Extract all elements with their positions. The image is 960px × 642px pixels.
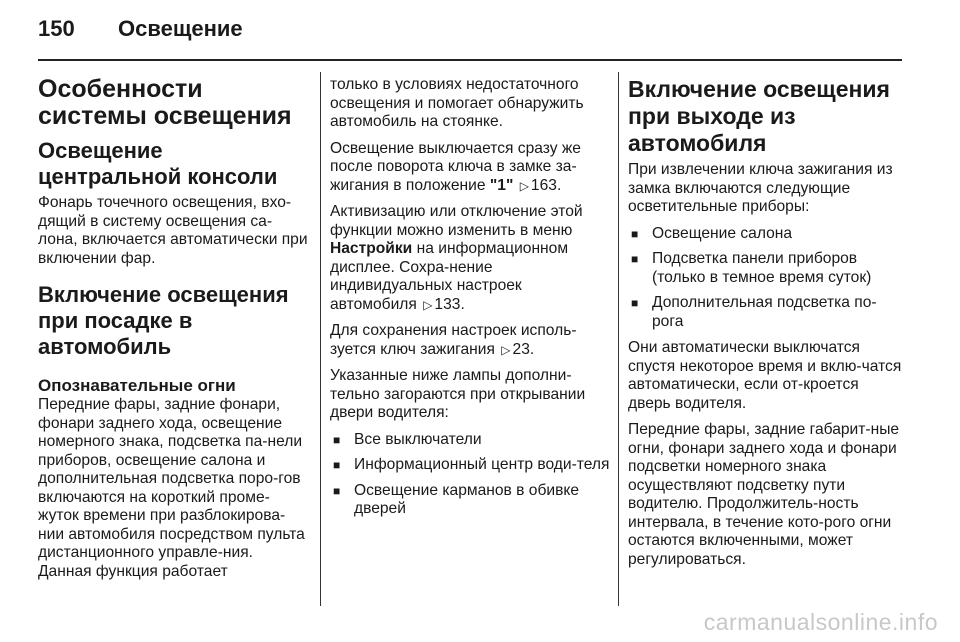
column-divider-2	[618, 72, 619, 606]
ignition-position: "1"	[489, 176, 514, 194]
welcome-text: Передние фары, задние фонари, фонари заднего хода, освещение номерного знака, подсветка па-нели приборов, освещение салона и дополнительная подсветка поро-гов включаются на короткий проме-жуток времени при разблокирова-нии автомобиля посредством пульта дистанционного управле-ния. Данная функция работает	[38, 396, 305, 580]
list-item: ■ Подсветка панели приборов (только в темное время суток)	[628, 250, 902, 287]
paragraph: Для сохранения настроек исполь-зуется ключ зажигания ▷ 23.	[330, 322, 577, 358]
page-reference: 163.	[530, 176, 562, 194]
console-heading: Освещение центральной консоли	[38, 138, 278, 189]
paragraph: Указанные ниже лампы дополни-тельно загораются при открывании двери водителя:	[330, 367, 586, 421]
column-2	[330, 76, 610, 527]
watermark: carmanualsonline.info	[703, 609, 938, 635]
page-reference: 133.	[434, 295, 465, 313]
list-item: ■ Освещение карманов в обивке дверей	[330, 482, 610, 519]
page-reference-icon: ▷	[423, 297, 433, 312]
list-item: ■ Информационный центр води-теля	[330, 456, 610, 475]
list-item: ■ Все выключатели	[330, 431, 610, 450]
section-title: Освещение	[118, 16, 243, 41]
list-item: ■ Освещение салона	[628, 225, 902, 244]
list-item: ■ Дополнительная подсветка по-рога	[628, 294, 902, 331]
header-rule	[38, 59, 902, 61]
page-title: Особенности системы освещения	[38, 75, 292, 130]
paragraph: Передние фары, задние габарит-ные огни, фонари заднего хода и фонари подсветки номерного знака осуществляют подсветку пути водителю. Продолжитель-ность интервала, в течение кото-рого огни остаются включенными, может регулироваться.	[628, 421, 900, 568]
page-number: 150	[38, 16, 75, 41]
paragraph: только в условиях недостаточного освещения и помогает обнаружить автомобиль на стоянке.	[330, 76, 584, 130]
welcome-heading: Опознавательные огни	[38, 376, 236, 395]
door-lamps-list	[330, 431, 610, 519]
paragraph: Активизацию или отключение этой функции можно изменить в меню Настройки на информационном дисплее. Сохра-нение индивидуальных настроек автомобиля ▷ 133.	[330, 203, 583, 313]
column-1	[38, 76, 310, 589]
console-text: Фонарь точечного освещения, вхо-дящий в систему освещения са-лона, включается автоматически при включении фар.	[38, 194, 308, 267]
page-reference: 23.	[512, 340, 535, 358]
page-reference-icon: ▷	[501, 342, 511, 357]
paragraph: При извлечении ключа зажигания из замка включаются следующие осветительные приборы:	[628, 161, 893, 215]
entry-heading: Включение освещения при посадке в автомобиль	[38, 282, 289, 359]
exit-lamps-list	[628, 225, 902, 332]
column-divider-1	[320, 72, 321, 606]
exit-heading: Включение освещения при выходе из автомобиля	[628, 76, 890, 156]
column-3	[628, 76, 902, 577]
paragraph: Освещение выключается сразу же после поворота ключа в замке за-жигания в положение "1" ▷ 163.	[330, 139, 581, 194]
page-header	[38, 16, 243, 46]
settings-menu-label: Настройки	[330, 240, 413, 257]
paragraph: Они автоматически выключатся спустя некоторое время и вклю-чатся автоматически, если от-кроется дверь водителя.	[628, 339, 902, 412]
page-reference-icon: ▷	[519, 178, 529, 193]
